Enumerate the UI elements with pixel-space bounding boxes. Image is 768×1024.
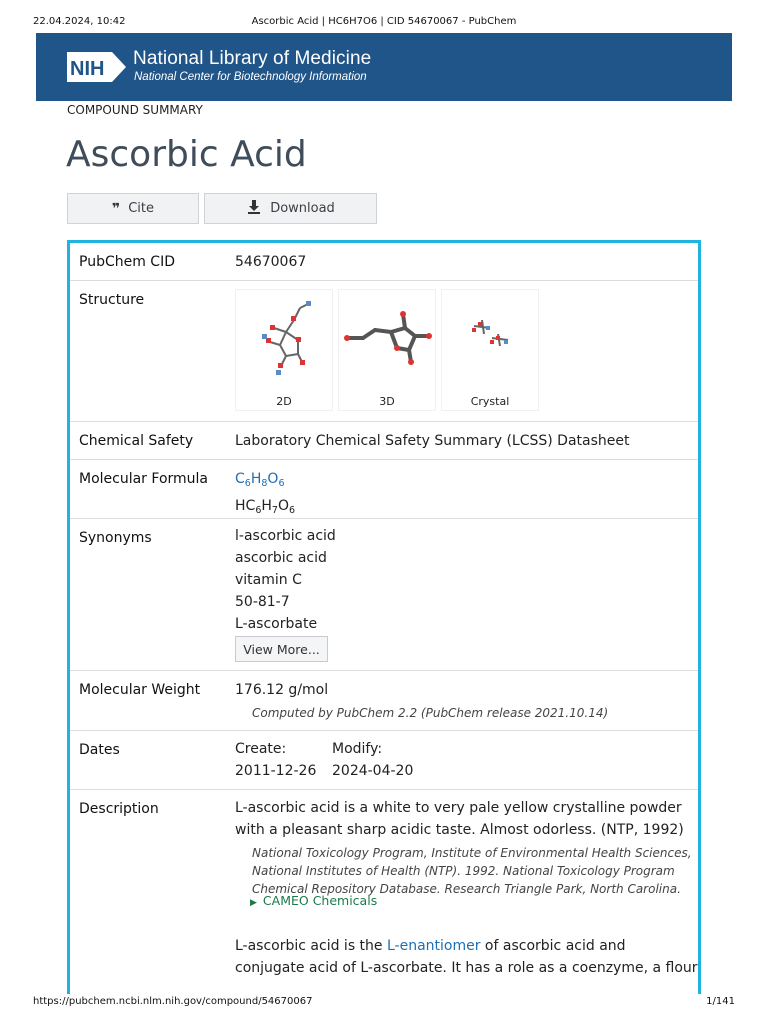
print-url: https://pubchem.ncbi.nlm.nih.gov/compound/54670067 [33, 996, 313, 1007]
description-text: L-ascorbic acid is the [235, 938, 387, 954]
compound-summary-label: COMPOUND SUMMARY [67, 103, 203, 117]
structure-crystal-icon [442, 290, 540, 390]
structure-crystal-image[interactable] [441, 289, 539, 411]
molecular-formula-link[interactable]: $C_6H_8O_6$ [235, 471, 285, 489]
synonyms-label: Synonyms [79, 530, 152, 546]
print-page-number: 1/141 [706, 996, 735, 1007]
nih-logo[interactable] [66, 51, 128, 83]
print-footer [0, 994, 768, 1024]
modify-value: 2024-04-20 [332, 763, 414, 779]
description-line: L-ascorbic acid is a white to very pale yellow crystalline powder [235, 800, 682, 816]
molecular-weight-note: Computed by PubChem 2.2 (PubChem release 2021.10.14) [252, 706, 609, 720]
summary-table [67, 240, 701, 1024]
modify-label: Modify: [332, 741, 383, 757]
description-citation [252, 844, 692, 898]
description-line: conjugate acid of L-ascorbate. It has a role as a coenzyme, a flour [235, 960, 698, 976]
row-chemical-safety [70, 422, 698, 460]
pubchem-cid-label: PubChem CID [79, 254, 175, 270]
row-pubchem-cid [70, 243, 698, 281]
lcss-datasheet-link[interactable]: Laboratory Chemical Safety Summary (LCSS) Datasheet [235, 433, 630, 449]
dates-label: Dates [79, 742, 120, 758]
row-molecular-formula [70, 460, 698, 519]
pubchem-cid-value: 54670067 [235, 254, 307, 270]
quote-icon: ❞ [111, 200, 121, 217]
ncbi-subtitle: National Center for Biotechnology Information [134, 71, 367, 83]
description-paragraph-2 [235, 935, 698, 979]
structure-3d-caption: 3D [379, 395, 395, 408]
download-icon [246, 199, 262, 219]
citation-line: National Toxicology Program, Institute of Environmental Health Sciences, [252, 846, 692, 860]
row-description [70, 790, 698, 1024]
row-dates [70, 731, 698, 790]
structure-2d-caption: 2D [276, 395, 292, 408]
svg-text:NIH: NIH [70, 58, 105, 80]
description-paragraph-1 [235, 797, 684, 841]
description-label: Description [79, 801, 159, 817]
print-page-title: Ascorbic Acid | HC6H7O6 | CID 54670067 - PubChem [251, 16, 517, 27]
list-item: vitamin C [235, 572, 302, 588]
list-item: 50-81-7 [235, 594, 290, 610]
nlm-title: National Library of Medicine [133, 48, 372, 69]
nlm-banner[interactable] [36, 33, 732, 101]
view-more-button[interactable]: View More... [235, 636, 328, 662]
cameo-label: CAMEO Chemicals [262, 893, 378, 908]
list-item: l-ascorbic acid [235, 528, 336, 544]
molecular-formula-alt: $HC_6H_7O_6$ [235, 498, 296, 516]
modify-date [332, 738, 413, 782]
row-synonyms [70, 519, 698, 671]
print-datetime: 22.04.2024, 10:42 [33, 16, 126, 27]
description-text: of ascorbic acid and [480, 938, 626, 954]
structure-2d-icon [236, 290, 334, 390]
structure-label: Structure [79, 292, 145, 308]
row-structure [70, 281, 698, 422]
download-button[interactable] [204, 193, 377, 224]
structure-3d-image[interactable] [338, 289, 436, 411]
create-value: 2011-12-26 [235, 763, 317, 779]
citation-line: Chemical Repository Database. Research Triangle Park, North Carolina. [252, 882, 681, 896]
cite-button[interactable] [67, 193, 199, 224]
caret-right-icon: ▶ [250, 898, 257, 908]
list-item: ascorbic acid [235, 550, 327, 566]
molecular-formula-values [235, 468, 295, 522]
molecular-weight-value: 176.12 g/mol [235, 682, 329, 698]
row-molecular-weight [70, 671, 698, 731]
create-date [235, 738, 316, 782]
print-header [0, 0, 768, 30]
chemical-safety-label: Chemical Safety [79, 433, 194, 449]
description-line: with a pleasant sharp acidic taste. Almost odorless. (NTP, 1992) [235, 822, 684, 838]
download-button-label: Download [270, 201, 335, 216]
citation-line: National Institutes of Health (NTP). 1992. National Toxicology Program [252, 864, 675, 878]
molecular-weight-label: Molecular Weight [79, 682, 201, 698]
cite-button-label: Cite [128, 201, 154, 216]
synonyms-list [235, 525, 336, 635]
structure-crystal-caption: Crystal [470, 395, 510, 408]
create-label: Create: [235, 741, 287, 757]
page-title: Ascorbic Acid [66, 134, 307, 175]
structure-3d-icon [339, 290, 437, 390]
molecular-formula-label: Molecular Formula [79, 471, 209, 487]
l-enantiomer-link[interactable]: L-enantiomer [386, 938, 481, 954]
cameo-chemicals-toggle[interactable] [250, 893, 377, 908]
list-item: L-ascorbate [235, 616, 318, 632]
nih-logo-icon [66, 51, 128, 83]
structure-2d-image[interactable] [235, 289, 333, 411]
